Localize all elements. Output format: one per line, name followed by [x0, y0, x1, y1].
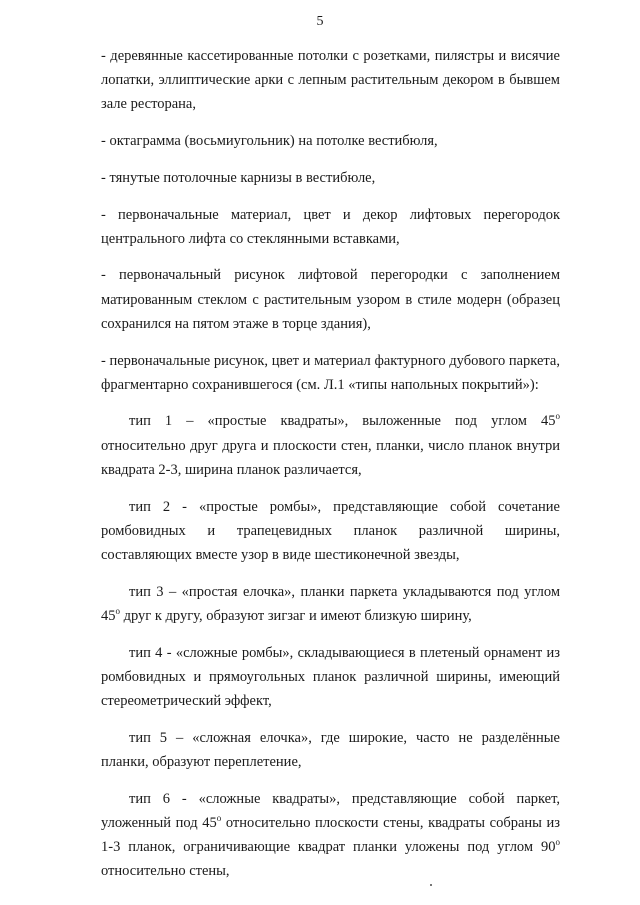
- type-1-text-end: относительно друг друга и плоскости стен, планки, число планок внутри квадрата 2-3, ширина планок различается,: [101, 437, 560, 478]
- paragraph-type-5: тип 5 – «сложная елочка», где широкие, часто не разделённые планки, образуют переплетение,: [101, 729, 560, 770]
- type-3-text-start: тип 3 – «простая елочка», планки паркета укладываются под углом 45: [101, 583, 560, 624]
- paragraph-elevator-partitions: - первоначальные материал, цвет и декор лифтовых перегородок центрального лифта со стеклянными вставками,: [101, 206, 560, 247]
- type-3-text-end: друг к другу, образуют зигзаг и имеют близкую ширину,: [120, 607, 472, 624]
- body-text: [101, 44, 560, 883]
- type-6-text-start: тип 6 - «сложные квадраты», представляющие собой паркет, уложенный под 45: [101, 790, 560, 831]
- page-number: 5: [316, 14, 324, 29]
- type-1-text-start: тип 1 – «простые квадраты», выложенные под углом 45: [129, 413, 556, 430]
- scan-speck: [430, 884, 432, 886]
- paragraph-type-3: [101, 580, 560, 628]
- degree-mark: о: [216, 812, 222, 823]
- type-6-text-middle: относительно плоскости стены, квадраты собраны из 1-3 планок, ограничивающие квадрат планки уложены под углом 90: [101, 814, 560, 855]
- degree-mark: о: [555, 411, 560, 422]
- paragraph-parquet: - первоначальные рисунок, цвет и материал фактурного дубового паркета, фрагментарно сохранившегося (см. Л.1 «типы напольных покрытий»):: [101, 352, 560, 393]
- paragraph-type-4: тип 4 - «сложные ромбы», складывающиеся в плетеный орнамент из ромбовидных и прямоугольных планок различной ширины, имеющий стереометрический эффект,: [101, 644, 560, 709]
- paragraph-elevator-pattern: - первоначальный рисунок лифтовой перегородки с заполнением матированным стеклом с растительным узором в стиле модерн (образец сохранился на пятом этаже в торце здания),: [101, 267, 560, 332]
- degree-mark: о: [115, 605, 120, 616]
- paragraph-cornices: - тянутые потолочные карнизы в вестибюле,: [101, 169, 376, 186]
- degree-mark: о: [555, 836, 560, 847]
- paragraph-ceilings: - деревянные кассетированные потолки с розетками, пилястры и висячие лопатки, эллиптические арки с лепным растительным декором в бывшем зале ресторана,: [101, 48, 560, 113]
- paragraph-type-1: [101, 409, 560, 482]
- paragraph-type-2: тип 2 - «простые ромбы», представляющие собой сочетание ромбовидных и трапецевидных планок различной ширины, составляющих вместе узор в виде шестиконечной звезды,: [101, 498, 560, 563]
- type-6-text-end: относительно стены,: [101, 863, 230, 880]
- paragraph-type-6: [101, 787, 560, 884]
- paragraph-octagram: - октаграмма (восьмиугольник) на потолке вестибюля,: [101, 133, 438, 150]
